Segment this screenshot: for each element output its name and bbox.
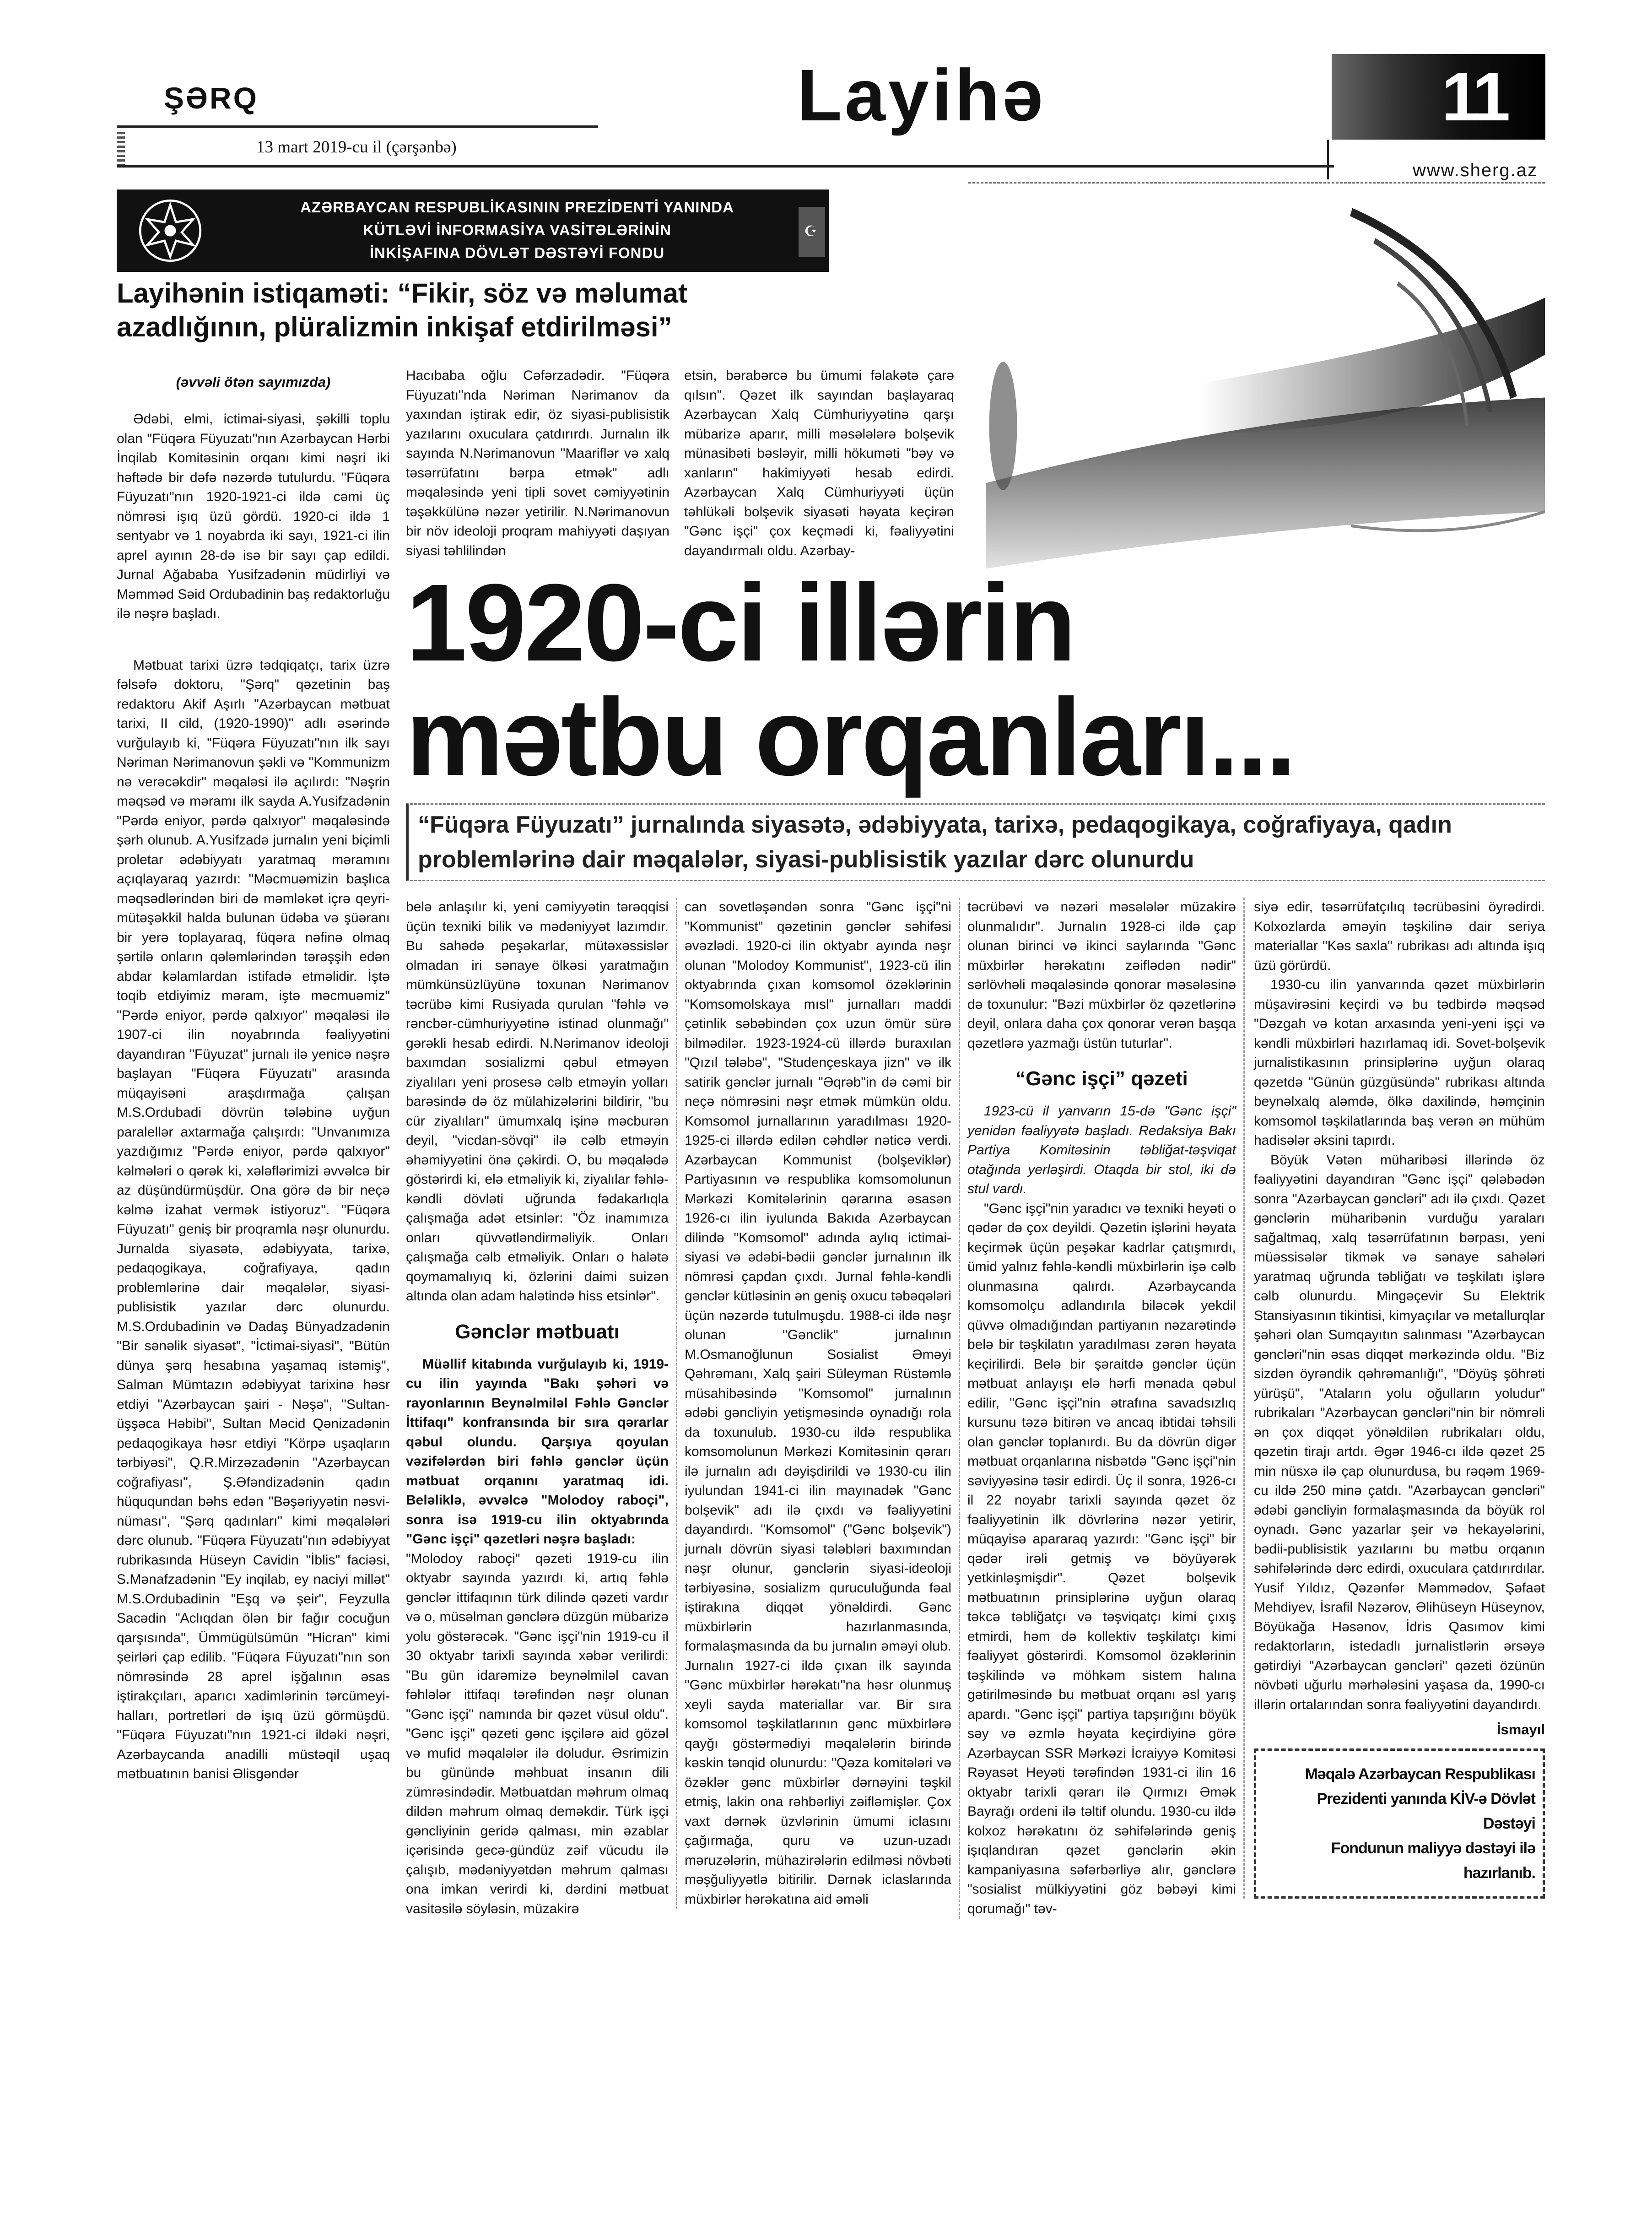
banner-text	[254, 196, 780, 265]
paragraph-bold: Müəllif kitabında vurğulayıb ki, 1919-cu ilin yayında "Bakı şəhəri və rayonlarının Beynəlmiləl Fəhlə Gənclər İttifaqı" konfransında bir sıra qərarlar qəbul olundu. Qarşıya qoyulan vəzifələrdən biri fəhlə gənclər üçün mətbuat orqanını yaratmaq idi. Beləliklə, əvvəlcə "Molodoy raboçi", sonra isə 1919-cu ilin oktyabrında "Gənc işçi" qəzetləri nəşrə başladı:	[406, 1356, 669, 1547]
paragraph: Ədəbi, elmi, ictimai-siyasi, şəkilli toplu olan "Füqəra Füyuzatı"nın Azərbaycan Hərbi İnqilab Komitəsinin orqanı kimi nəşri iki həftədə bir dəfə nəzərdə tutulurdu. "Füqəra Füyuzatı"nın 1920-1921-ci ildə cəmi üç nömrəsi işıq üzü gördü. 1920-ci ildə 1 sentyabr və 1 noyabrda iki sayı, 1921-ci ilin aprel ayının 28-də isə bir sayı çap edildi. Jurnal Ağababa Yusifzadənin müdirliyi və Məmməd Səid Ordubadinin baş redaktorluğu ilə nəşrə başladı.	[117, 411, 390, 621]
banner-line: AZƏRBAYCAN RESPUBLİKASININ PREZİDENTİ YANINDA	[300, 199, 734, 216]
paragraph: etsin, bərabərcə bu ümumi fəlakətə çarə qılsın". Qəzet ilk sayından başlayaraq Azərbaycan Xalq Cümhuriyyətinə qarşı mübarizə aparır, milli məsələlərə bolşevik münasibəti bəsləyir, milli hökuməti "bəy və xanların" hakimiyyəti hesab edirdi. Azərbaycan Xalq Cümhuriyyəti üçün təhlükəli bolşevik siyasəti həyata keçirən "Gənc işçi" çox keçmədi ki, fəaliyyətini dayandırmalı oldu. Azərbay-	[684, 368, 954, 558]
fund-banner	[117, 189, 829, 272]
article-column-4	[959, 898, 1243, 1919]
subheading-youth-press: Gənclər mətbuatı	[455, 1320, 620, 1343]
article-column-3	[676, 898, 959, 1909]
article-top-row	[406, 366, 955, 561]
header-rule	[117, 165, 1334, 168]
decorative-edge	[117, 132, 125, 165]
funding-note-line: Məqalə Azərbaycan Respublikası	[1305, 1765, 1535, 1783]
funding-note	[1263, 1762, 1535, 1885]
article-columns	[406, 898, 1545, 1919]
state-emblem-icon	[137, 198, 203, 264]
paragraph-italic: 1923-cü il yanvarın 15-də "Gənc işçi" yenidən fəaliyyətə başladı. Redaksiya Bakı Partiya Komitəsinin təbliğat-təşviqat otağında yerləşirdi. Otaqda bir stol, iki də stul vardı.	[967, 1104, 1236, 1196]
paragraph: siyə edir, təsərrüfatçılıq təcrübəsini öyrədirdi. Kolxozlarda əməyin təşkilinə dair seriya materiallar "Kəs saxla" rubrikası adı altında işıq üzü görürdü.	[1254, 899, 1545, 973]
article-author: İsmayıl	[1496, 1721, 1545, 1737]
paragraph: 1930-cu ilin yanvarında qəzet müxbirlərin müşavirəsini keçirdi və bu tədbirdə məqsəd "Dəzgah və kotan arxasında yeni-yeni işçi və kəndli müxbirləri hazırlamaq idi. Sovet-bolşevik jurnalistikasının prinsiplərinə uyğun olaraq qəzetdə "Günün güzgüsündə" rubrikası altında beynəlxalq aləmdə, ölkə daxilində, həmçinin komsomol təşkilatlarında baş verən ən mühüm hadisələr əksini tapırdı.	[1254, 977, 1545, 1148]
page-number: 11	[1441, 58, 1507, 135]
paragraph: "Molodoy raboçi" qəzeti 1919-cu ilin oktyabr sayında yazırdı ki, artıq fəhlə gənclər ittifaqının türk dilində qəzeti vardır və o, müsəlman gənclərə düzgün mübarizə yolu göstərəcək. "Gənc işçi"nin 1919-cu il 30 oktyabr tarixli sayında xəbər verilirdi: "Bu gün idarəmizə beynəlmiləl cavan fəhlələr ittifaqı tərəfindən nəşr olunan "Gənc işçi" namında bir qəzet vüsul oldu". "Gənc işçi" qəzeti gənc işçilərə aid gözəl və mufid məqalələr ilə doludur. Əsrimizin bu günündə məhbuat insanın dili zümrəsindədir. Mətbuatdan məhrum olmaq dildən məhrum olmaq deməkdir. Türk işçi gəncliyinin geridə qalması, min əzablar içərisində gecə-gündüz zəif vücudu ilə çalışıb, mədəniyyətdən məhrum qalması ona imkan verirdi ki, dərdini mətbuat vasitəsilə söyləsin, müzakirə	[406, 1551, 669, 1916]
paragraph: Hacıbaba oğlu Cəfərzadədir. "Füqəra Füyuzatı"nda Nəriman Nərimanov da yaxından iştirak edir, öz siyasi-publisistik yazılarını oxuculara çatdırırdı. Jurnalın ilk sayında N.Nərimanovun "Maariflər və xalq təsərrüfatını bərpa etmək" adlı məqaləsində yeni tipli sovet cəmiyyətinin təşəkkülünə nəzər yetirilir. N.Nərimanovun bir növ ideoloji proqram mahiyyəti daşıyan siyasi təhlilindən	[406, 368, 669, 558]
article-column-2	[406, 898, 676, 1919]
continued-note: (əvvəli ötən sayımızda)	[176, 374, 331, 390]
paragraph: Mətbuat tarixi üzrə tədqiqatçı, tarix üzrə fəlsəfə doktoru, "Şərq" qəzetinin baş redaktoru Akif Aşırlı "Azərbaycan mətbuat tarixi, II cild, (1920-1990)" adlı əsərində vurğulayıb ki, "Füqəra Füyuzatı"nın ilk sayı Nəriman Nərimanovun şəkli və "Kommunizm nə verəcəkdir" məqaləsi ilə açılırdı: "Nəşrin məqsəd və məramı ilk sayda A.Yusifzadənin "Pərdə eniyor, pərdə qalxıyor" məqaləsində şərh olunub. A.Yusifzadə jurnalın yeni biçimli proletar ədəbiyyatı yaratmaq məramını açıqlayaraq yazırdı: "Məcmuəmizin başlıca məqsədlərindən biri də məmləkət içrə qeyri-mütəşəkkil halda bulunan üdəba və şüəranı bir yerə toplayaraq, füqəra nəfinə olmaq şərtilə onların qələmlərindən tərəşşih edən abdar kəlamlardan istifadə etməlidir. İştə toqib etdiyimiz məram, iştə məcmuəmiz" "Pərdə eniyor, pərdə qalxıyor" məqaləsi ilə 1907-ci ilin noyabrında fəaliyyətini dayandıran "Füyuzat" jurnalı ilə yenicə nəşrə başlayan "Füqəra Füyuzatı" arasında müqayisəni araşdırmağa çalışan M.S.Ordubadi dövrün tələbinə uyğun paralellər axtarmağa çalışırdı: "Unvanımıza yazdığımız "Pərdə eniyor, pərdə qalxıyor" kəlmələri o qərək ki, xələflərimizi əvvəlcə bir az düşündürmüşdür. Ona görə də bir neçə kəlmə izahat vermək istiyoruz". "Füqəra Füyuzatı" geniş bir proqramla nəşr olunurdu. Jurnalda siyasətə, ədəbiyyata, tarixə, pedaqogikaya, coğrafiyaya, qadın problemlərinə dair məqalələr, siyasi-publisistik yazılar dərc olunurdu. M.S.Ordubadinin və Dadaş Bünyadzadənin "Bir sənəlik siyasət", "İctimai-siyasi", "Bütün dünya şərq hesabına yaşamaq istəmiş", Salman Mümtazın ədəbiyyat tarixinə həsr etdiyi "Azərbaycan şairi - Nəşə", "Sultan-üşşəca Həbibi", Sultan Məcid Qənizadənin pedaqogikaya həsr etdiyi "Körpə uşaqların tərbiyəsi", Q.R.Mirzəzadənin "Azərbaycan coğrafiyası", Ş.Əfəndizadənin qadın hüququndan bəhs edən "Bəşəriyyətin nəsvi-nüması", "Şərq qadınları" kimi məqalələri dərc olunub. "Füqəra Füyuzatı"nın ədəbiyyat rubrikasında Hüseyn Cavidin "İblis" faciəsi, S.Mənafzadənin "Ey inqilab, ey naciyi millət" M.S.Ordubadinin "Eşq və şeir", Feyzulla Sacədin "Aclıqdan ölən bir fağır cocuğun qarşısında", Ümmügülsümün "Hicran" kimi şeirləri çap edilib. "Füqəra Füyuzatı"nın son nömrəsində 28 aprel işğalının əsas iştirakçıları, aparıcı xadimlərinin tərcümeyi-halları, portretləri də işıq üzü görmüşdü. "Füqəra Füyuzatı"nın 1921-ci ildəki nəşri, Azərbaycanda anadilli müstəqil uşaq mətbuatının banisi Əlisgəndər	[117, 657, 390, 1781]
section-title: Layihə	[797, 54, 1046, 136]
banner-line: İNKİŞAFINA DÖVLƏT DƏSTƏYİ FONDU	[369, 244, 665, 261]
header-vertical-rule	[1327, 140, 1329, 179]
article-title-line-1: 1920-ci illərin	[406, 561, 1074, 684]
banner-line: KÜTLƏVİ İNFORMASİYA VASİTƏLƏRİNİN	[363, 222, 671, 238]
article-main	[406, 366, 1545, 1919]
article-column-1	[117, 656, 390, 1784]
article-column-5	[1243, 898, 1545, 1899]
funding-note-line: Fondunun maliyyə dəstəyi ilə hazırlanıb.	[1331, 1840, 1535, 1882]
article-subtitle-box	[406, 803, 1545, 881]
paragraph: Böyük Vətən müharibəsi illərində öz fəaliyyətini dayandıran "Gənc işçi" qələbədən sonra "Azərbaycan gəncləri" adı ilə çıxdı. Qəzet gənclərin müharibənin vurduğu yaraları sağaltmaq, xalq təsərrüfatının bərpası, yeni müəssisələr tikmək və sənaye sahələri yaratmaq uğrunda təbliğatı və təşkilatı işlərə cəlb olunurdu. Mingəçevir Su Elektrik Stansiyasının tikintisi, kimyaçılar və metallurqlar şəhəri olan Sumqayıtın salınması "Azərbaycan gəncləri"nin əsas diqqət mərkəzində oldu. "Biz sizdən öyrəndik qəhrəmanlığı", "Döyüş şöhrəti yürüşü", "Ataların yolu oğulların yoludur" rubrikaları "Azərbaycan gəncləri"nin bir nömrəli ən çox diqqət yönəldilən rubrikaları oldu, qəzetin tirajı artdı. Əgər 1946-cı ildə qəzet 25 min nüsxə ilə çap olunurdusa, bu rəqəm 1969-cu ildə 250 minə çatdı. "Azərbaycan gəncləri" ədəbi gəncliyin formalaşmasında da böyük rol oynadı. Gənc yazarlar şeir və hekayələrini, bədii-publisistik yazılarını bu mətbu orqanın səhifələrində dərc edirdi, oxuculara çatdırırdılar. Yusif Yıldız, Qəzənfər Məmmədov, Şəfaət Mehdiyev, İsrafil Nəzərov, Əlihüseyn Hüseynov, Böyükağa Həsənov, İdris Qasımov kimi redaktorların, istedadlı jurnalistlərin ərsəyə gətirdiyi "Azərbaycan gəncləri" qəzeti özünün növbəti uğurlu mərhələsini yaşasa da, 1990-cı illərin ortalarından sonra fəaliyyətini dayandırdı.	[1254, 1152, 1545, 1712]
subheading-genc-isci: “Gənc işçi” qəzeti	[1015, 1067, 1188, 1090]
paragraph: təcrübəvi və nəzəri məsələlər müzakirə olunmalıdır". Jurnalın 1928-ci ildə çap olunan birinci və ikinci saylarında "Gənc müxbirlər hərəkatını zəiflədən nədir" sərlövhəli məqaləsində qonorar məsələsinə də toxunulur: "Bəzi müxbirlər öz qəzetlərinə deyil, onlara daha çox qonorar verən başqa qəzetlərə yazmağı üstün tuturlar".	[967, 899, 1236, 1051]
article-left-column	[117, 373, 390, 1784]
project-heading: Layihənin istiqaməti: “Fikir, söz və məlumat azadlığının, plüralizmin inkişaf etdirilməsi”	[117, 278, 688, 342]
article-column-2-top	[406, 366, 669, 561]
paragraph: can sovetləşəndən sonra "Gənc işçi"ni "Kommunist" qəzetinin gənclər səhifəsi əvəzlədi. 1920-ci ilin oktyabr ayında nəşr olunan "Molodoy Kommunist", 1923-cü ilin oktyabrında çıxan komsomol özəklərinin "Komsomolskaya mısl" jurnalları maddi çətinlik səbəbindən çox uzun ömür sürə bilmədilər. 1923-1924-cü illərdə buraxılan "Qızıl tələbə", "Studençeskaya jizn" və ilk satirik gənclər jurnalı "Əqrəb"in də cəmi bir neçə nömrəsini nəşr etmək mümkün oldu. Komsomol jurnallarının yaradılması 1920-1925-ci illərdə edilən cəhdlər nəticə verdi. Azərbaycan Kommunist (bolşeviklər) Partiyasının və respublika komsomolunun Mərkəzi Komitələrinin qərarına əsasən 1926-cı ilin iyulunda Bakıda Azərbaycan dilində "Komsomol" adında aylıq ictimai-siyasi və ədəbi-bədii gənclər jurnalının ilk nömrəsi çapdan çıxdı. Jurnal fəhlə-kəndli gənclər kütləsinin ən geniş oxucu təbəqələri üçün nəzərdə tutulmuşdu. 1988-ci ildə nəşr olunan "Gənclik" jurnalının M.Osmanoğlunun Sosialist Əməyi Qəhrəmanı, Xalq şairi Süleyman Rüstəmlə müsahibəsində "Komsomol" jurnalının ədəbi gəncliyin yetişməsində oynadığı rola da toxunulub. 1930-cu ildə respublika komsomolunun Mərkəzi Komitəsinin qərarı ilə jurnalın adı dəyişdirildi və 1930-cu ilin iyulundan 1941-ci ilin mayınadək "Gənc bolşevik" adı ilə çıxdı və fəaliyyətini dayandırdı. "Komsomol" ("Gənc bolşevik") jurnalı dövrün siyasi tələbləri baxımından nəşr olunur, gənclərin siyasi-ideoloji tərbiyəsinə, sosializm quruculuğunda fəal iştirakına diqqət yönəldirdi. Gənc müxbirlərin hazırlanmasında, formalaşmasında da bu jurnalın əməyi olub. Jurnalın 1927-ci ildə çıxan ilk sayında "Gənc müxbirlər hərəkatı"na həsr olunmuş xeyli sayda materiallar var. Bir sıra komsomol təşkilatlarının gənc müxbirlərə qayğı göstərmədiyi məqalələrin birində kəskin tənqid olunurdu: "Qəza komitələri və özəklər gənc müxbirlər dərnəyini təşkil etmiş, lakin ona rəhbərliyi zəifləmişlər. Çox vaxt dərnək üzvlərinin ümumi iclasını çağırmağa, quru və uzun-uzadı məruzələrin, mühazirələrin edilməsi növbəti məşğuliyyətlə bitirilir. Dərnək iclaslarında müxbirlər hərəkatına aid əməli	[685, 899, 951, 1907]
website-link[interactable]: www.sherg.az	[1413, 160, 1538, 180]
article-subtitle: “Füqəra Füyuzatı” jurnalında siyasətə, ədəbiyyata, tarixə, pedaqogikaya, coğrafiyaya, qadın problemlərinə dair məqalələr, siyasi-publisistik yazılar dərc olunurdu	[418, 812, 1452, 873]
page-number-box	[1332, 54, 1545, 140]
issue-date: 13 mart 2019-cu il (çərşənbə)	[256, 138, 457, 157]
paragraph: belə anlaşılır ki, yeni cəmiyyətin tərəqqisi üçün texniki bilik və mədəniyyət lazımdır. Bu sahədə peşəkarlar, mütəxəssislər olmadan iri sənaye ölkəsi yaratmağın mümkünsüzlüyünə toxunan Nərimanov təcrübə kimi Rusiyada qurulan "fəhlə və rəncbər-cümhuriyyətinə istinad olunmağı" gərəkli hesab edirdi. N.Nərimanov ideoloji baxımdan sosializmi qəbul etməyən ziyalıları yeni prosesə cəlb etməyin yolları barəsində də öz mülahizələrini bildirir, "bu cür ziyalıları" ümumxalq işinə məcburən deyil, "vicdan-sövqi" ilə cəlb etməyin əhəmiyyətini önə çəkirdi. O, bu məqalədə göstərirdi ki, elə etməliyik ki, ziyalılar fəhlə-kəndli dövləti uğrunda fədakarlıqla çalışmağa adət etsinlər: "Öz inamımıza onları qüvvətləndirməliyik. Onları çalışmağa cəlb etməliyik. Onları o halətə qoymamalıyıq ki, özlərini daimi suizən altında olan adam halətində hiss etsinlər".	[406, 899, 669, 1304]
article-column-3-top	[684, 366, 954, 561]
flag-icon: ☪	[799, 207, 825, 257]
header-divider	[117, 125, 598, 128]
article-column-1-top	[117, 410, 390, 624]
newspaper-logo: ŞƏRQ	[164, 81, 259, 115]
funding-note-line: Prezidenti yanında KİV-ə Dövlət Dəstəyi	[1317, 1790, 1535, 1832]
article-title-line-2: mətbu orqanları...	[406, 676, 1295, 798]
funding-note-box	[1254, 1748, 1545, 1899]
paragraph: "Gənc işçi"nin yaradıcı və texniki heyəti o qədər də çox deyildi. Qəzetin işlərini həyata keçirmək üçün peşəkar kadrlar çatışmırdı, ümid yalnız fəhlə-kəndli müxbirlərin işə cəlb olunmasına qalırdı. Azərbaycanda komsomolçu adlandırıla biləcək yekdil qüvvə olmadığından partiyanın nəzarətində belə bir təşkilatın yaradılması zərən həyata keçirilirdi. Belə bir şəraitdə gənclər üçün mətbuat anlayışı elə hərfi mənada qəbul edilir, "Gənc işçi"nin ətrafına savadsızlıq kursunu təzə bitirən və ancaq ibtidai təhsili olan gənclər toplanırdı. Bu da dövrün digər mətbuat orqanlarına nisbətdə "Gənc işçi"nin səviyyəsinə təsir edirdi. Üç il sonra, 1926-cı il 22 noyabr tarixli sayında qəzet öz fəaliyyətinin ilk dövrlərinə nəzər yetirir, müqayisə apararaq yazırdı: "Gənc işçi" bir qədər irəli getmiş və böyüyərək yetkinləşmişdir". Qəzet bolşevik mətbuatının prinsiplərinə uyğun olaraq təkcə təbliğatçı və təşviqatçı kimi çıxış etmirdi, həm də kollektiv təşkilatçı kimi fəaliyyət göstərirdi. Komsomol özəklərinin təşkilində və möhkəm sistem halına gətirilməsində bu mətbuat orqanı əsl yarış apardı. "Gənc işçi" partiya tapşırığını böyük səy və əzmlə həyata keçirdiyinə görə Azərbaycan SSR Mərkəzi İcraiyyə Komitəsi Rəyasət Heyəti tərəfindən 1931-ci ilin 16 oktyabr tarixli qərarı ilə Qırmızı Əmək Bayrağı ordeni ilə təltif olundu. 1930-cu ildə kolxoz hərəkatını öz səhifələrində geniş işıqlandıran qəzet gənclərin əkin kampaniyasına səfərbərliyə alır, gənclərə "sosialist mülkiyyətini göz bəbəyi kimi qorumağı" təv-	[967, 1201, 1236, 1916]
